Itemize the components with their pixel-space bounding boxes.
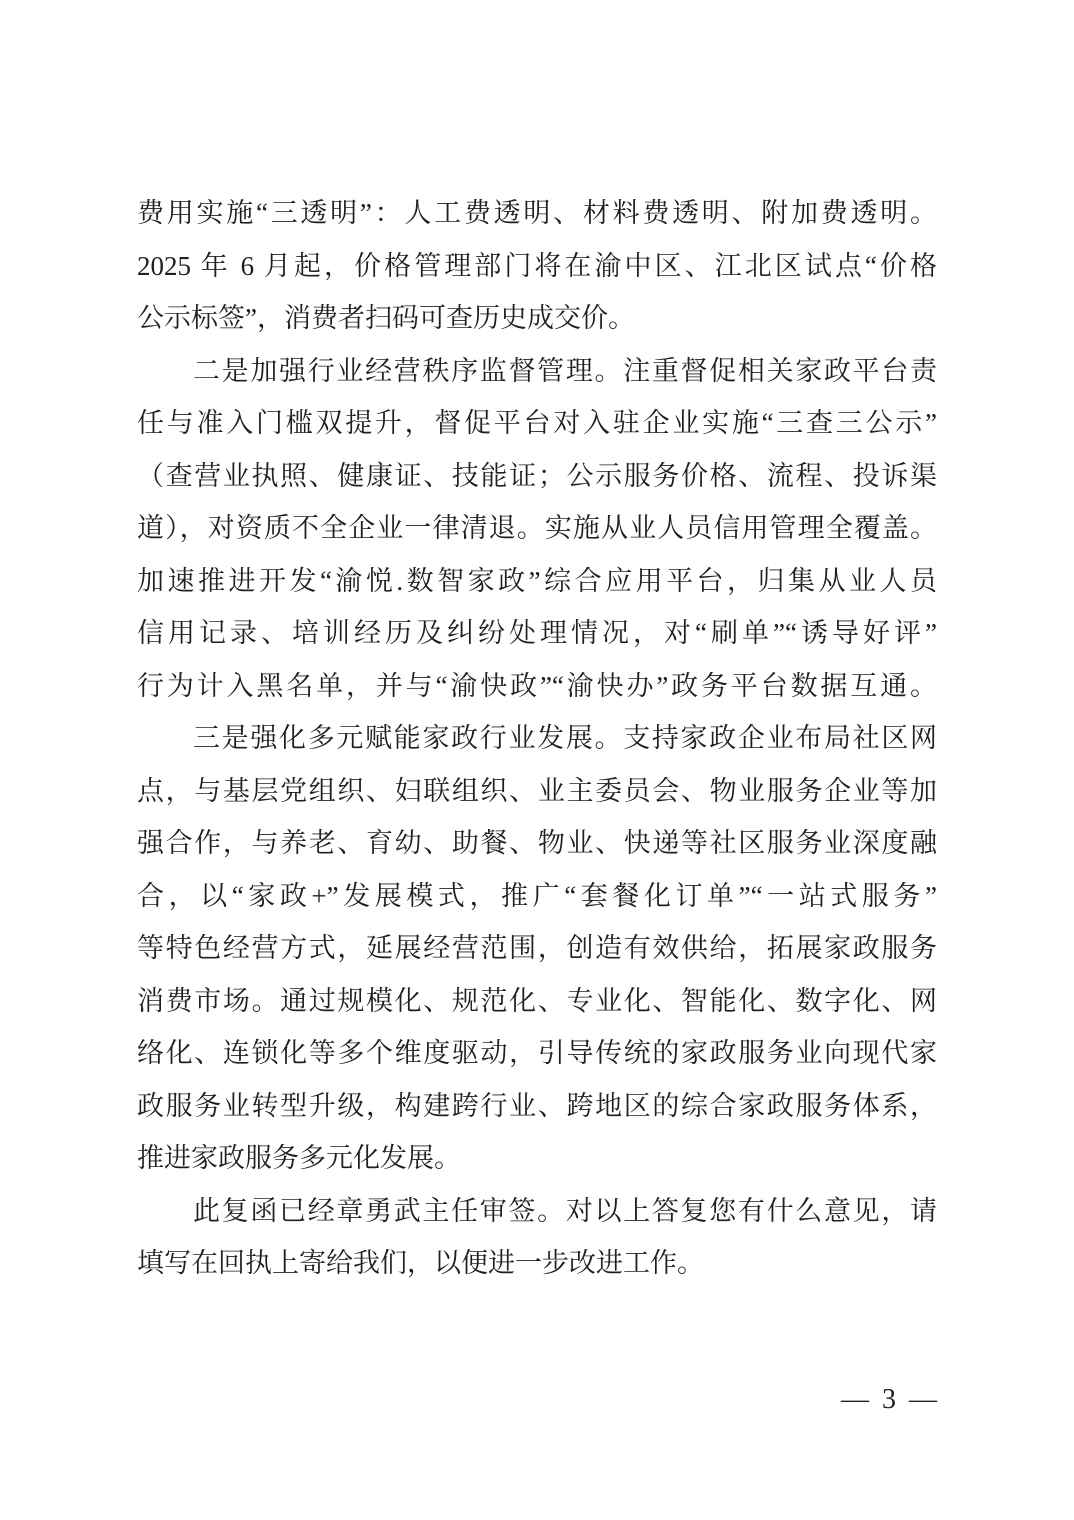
document-line: 二是加强行业经营秩序监督管理。注重督促相关家政平台责 bbox=[193, 355, 937, 386]
document-line: 强合作，与养老、育幼、助餐、物业、快递等社区服务业深度融 bbox=[137, 828, 937, 858]
body-text bbox=[137, 187, 937, 1290]
document-line: 络化、连锁化等多个维度驱动，引导传统的家政服务业向现代家 bbox=[137, 1038, 937, 1068]
document-line: 道），对资质不全企业一律清退。实施从业人员信用管理全覆盖。 bbox=[137, 513, 937, 543]
document-line: 任与准入门槛双提升，督促平台对入驻企业实施“三查三公示” bbox=[137, 408, 937, 438]
page-number: — 3 — bbox=[841, 1384, 937, 1415]
document-line: 此复函已经章勇武主任审签。对以上答复您有什么意见，请 bbox=[193, 1195, 937, 1226]
document-line: （查营业执照、健康证、技能证；公示服务价格、流程、投诉渠 bbox=[137, 460, 937, 491]
document-line: 点，与基层党组织、妇联组织、业主委员会、物业服务企业等加 bbox=[137, 775, 937, 806]
document-line: 2025 年 6 月起，价格管理部门将在渝中区、江北区试点“价格 bbox=[137, 250, 937, 281]
document-line: 政服务业转型升级，构建跨行业、跨地区的综合家政服务体系， bbox=[137, 1090, 937, 1121]
document-line: 消费市场。通过规模化、规范化、专业化、智能化、数字化、网 bbox=[137, 985, 937, 1016]
document-line: 公示标签”，消费者扫码可查历史成交价。 bbox=[137, 303, 635, 333]
document-line: 三是强化多元赋能家政行业发展。支持家政企业布局社区网 bbox=[193, 723, 937, 753]
document-line: 填写在回执上寄给我们，以便进一步改进工作。 bbox=[137, 1248, 704, 1278]
document-line: 信用记录、培训经历及纠纷处理情况，对“刷单”“诱导好评” bbox=[137, 618, 937, 648]
document-line: 推进家政服务多元化发展。 bbox=[137, 1143, 461, 1173]
document-line: 等特色经营方式，延展经营范围，创造有效供给，拓展家政服务 bbox=[137, 933, 937, 963]
document-line: 合，以“家政+”发展模式，推广“套餐化订单”“一站式服务” bbox=[137, 880, 937, 911]
document-line: 加速推进开发“渝悦.数智家政”综合应用平台，归集从业人员 bbox=[137, 565, 937, 596]
document-line: 费用实施“三透明”：人工费透明、材料费透明、附加费透明。 bbox=[137, 198, 937, 228]
document-line: 行为计入黑名单，并与“渝快政”“渝快办”政务平台数据互通。 bbox=[137, 670, 937, 701]
